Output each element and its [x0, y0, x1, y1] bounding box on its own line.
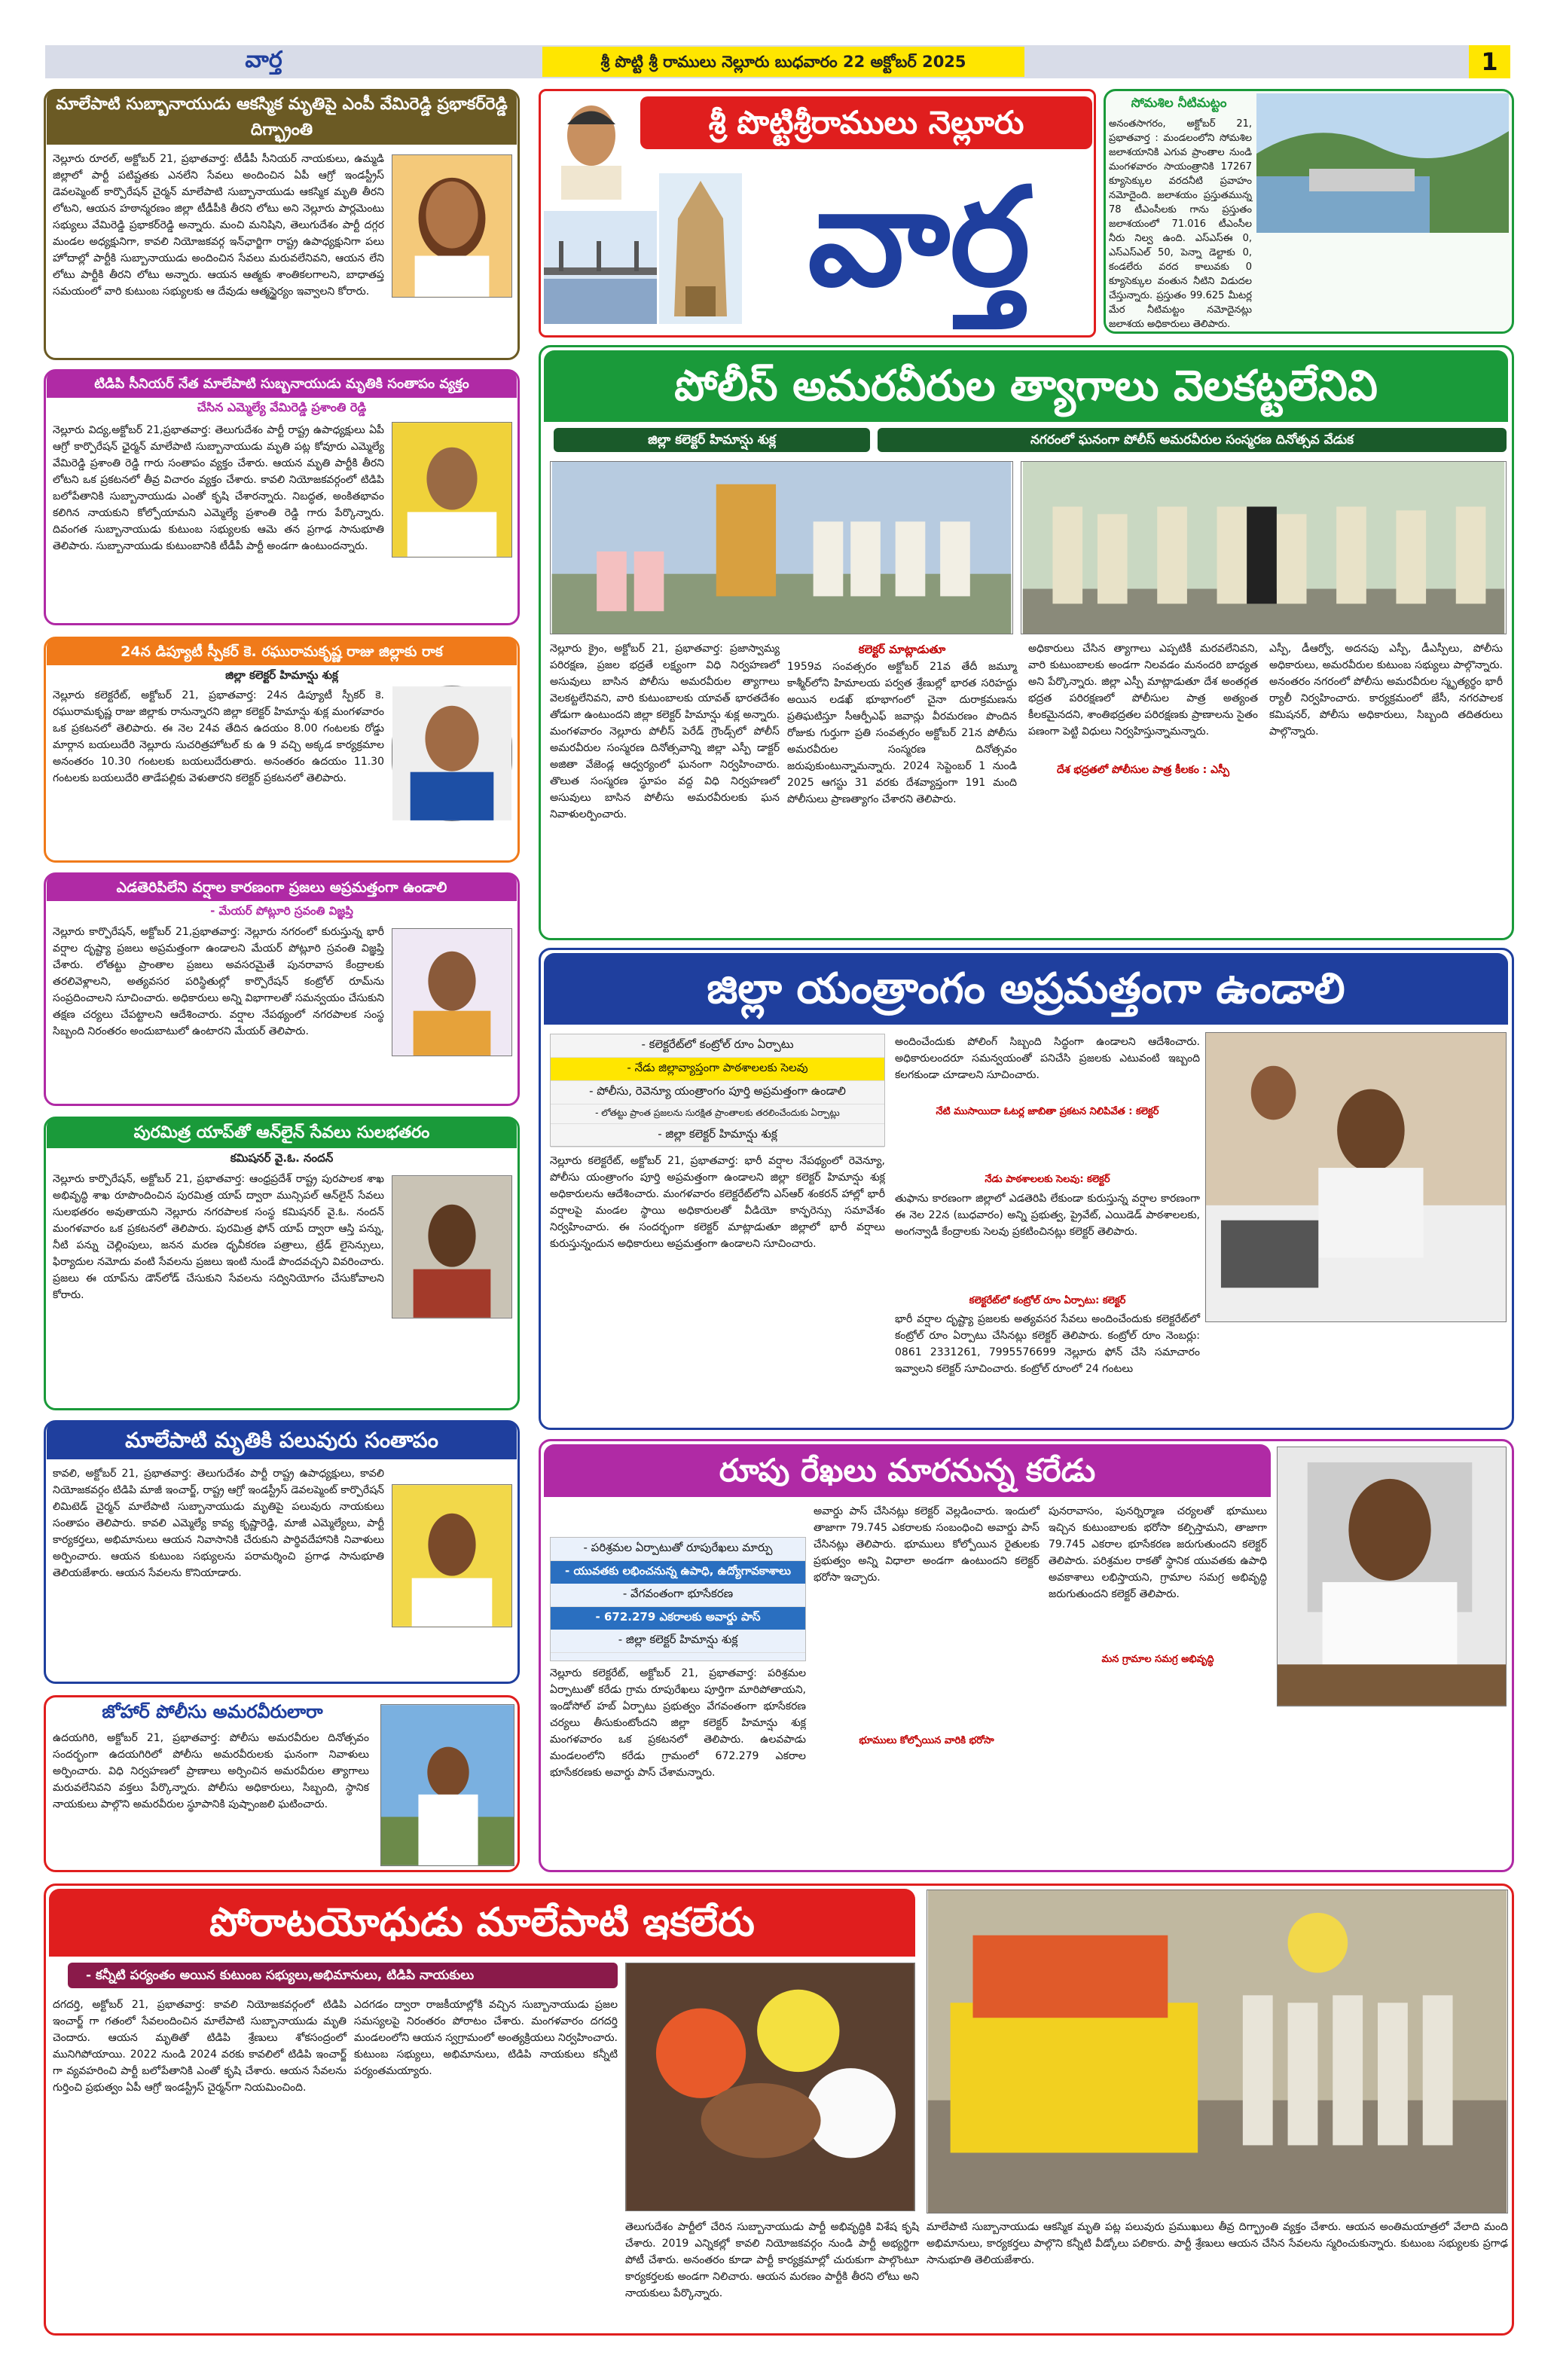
article-subhead-5: కమిషనర్ వై.ఓ. నందన్ — [230, 1151, 334, 1165]
article-subhead-2: చేసిన ఎమ్మెల్యే వేమిరెడ్డి ప్రశాంతి రెడ్డి — [197, 400, 367, 414]
yantrangam-col-2: అందించేందుకు పోలింగ్‌ సిబ్బంది సిద్ధంగా ఉండాలని ఆదేశించారు. అధికారులందరూ సమన్వయంతో పనిచేసి ప్రజలకు ఎటువంటి ఇబ్బంది కలగకుండా చూడాలని సూచించారు. — [895, 1036, 1200, 1081]
somasila-body: అనంతసాగరం, అక్టోబర్ 21, ప్రభాతవార్త : మండలంలోని సోమశిల జలాశయానికి ఎగువ ప్రాంతాల నుండి మంగళవారం సాయంత్రానికి 17267 క్యూసెక్కుల వరదనీటి ప్రవాహం నమోదైంది. జలాశయం ప్రస్తుతమున్న 78 టీఎంసీలకు గాను ప్రస్తుతం జలాశయంలో 71.016 టీఎంసీల నీరు నిల్వ ఉంది. ఎస్ఎస్ఈ 0, ఎస్ఎస్ఎల్ 50, పెన్నా డెల్టాకు 0, కండలేరు వరద కాలువకు 0 క్యూసెక్కుల వంతున నీటిని విడుదల చేస్తున్నారు. ప్రస్తుతం 99.625 మీటర్ల మేర నీటిమట్టం నమోదైనట్లు జలాశయ అధికారులు తెలిపారు. — [1109, 118, 1252, 330]
somasila-title: సోమశిల నీటిమట్టం — [1131, 96, 1227, 111]
police-subhead-right-text: నగరంలో ఘనంగా పోలీస్ అమరవీరుల సంస్మరణ దినోత్సవ వేడుక — [1030, 432, 1354, 448]
yantrangam-headline: జిల్లా యంత్రాంగం అప్రమత్తంగా ఉండాలి — [544, 953, 1508, 1025]
article-body-4: నెల్లూరు కార్పొరేషన్, అక్టోబర్ 21,ప్రభాతవార్త: నెల్లూరు నగరంలో కురుస్తున్న భారీ వర్షాల దృష్ట్యా ప్రజలు అప్రమత్తంగా ఉండాలని మేయర్ పోట్లూరి స్రవంతి విజ్ఞప్తి చేశారు. లోతట్టు ప్రాంతాల ప్రజలు అవసరమైతే పునరావాస కేంద్రాలకు తరలివెళ్లాలని, అత్యవసర పరిస్థితుల్లో కార్పొరేషన్ కంట్రోల్ రూమ్‌ను సంప్రదించాలని సూచించారు. అధికారులు అన్ని విభాగాలతో సమన్వయం చేసుకుని తక్షణ చర్యలు చేపట్టాలని ఆదేశించారు. వర్షాల నేపథ్యంలో నగరపాలక సంస్థ సిబ్బంది నిరంతరం అందుబాటులో ఉంటారని మేయర్ తెలిపారు. — [53, 926, 384, 1037]
portrait-photo-3 — [392, 686, 512, 821]
article-body-6: కావలి, అక్టోబర్ 21, ప్రభాతవార్త: తెలుగుదేశం పార్టీ రాష్ట్ర ఉపాధ్యక్షులు, కావలి నియోజకవర్గం టిడిపి మాజీ ఇంచార్జ్, రాష్ట్ర ఆగ్రో ఇండస్ట్రీస్ డెవలప్మెంట్ కార్పొరేషన్ లిమిటెడ్ చైర్మన్ మాలేపాటి సుబ్బానాయుడు మృతిపై పలువురు నాయకులు సంతాపం తెలిపారు. కావలి ఎమ్మెల్యే కావ్య కృష్ణారెడ్డి, మాజీ ఎమ్మెల్యేలు, పార్టీ కార్యకర్తలు, అభిమానులు ఆయన నివాసానికి చేరుకుని పార్థివదేహానికి నివాళులు అర్పించారు. ఆయన కుటుంబ సభ్యులను పరామర్శించి ప్రగాఢ సానుభూతి తెలియజేశారు. ఆయన సేవలను కొనియాడారు. — [53, 1468, 384, 1579]
yantrangam-col-2b: తుఫాను కారణంగా జిల్లాలో ఎడతెరిపి లేకుండా కురుస్తున్న వర్షాల కారణంగా ఈ నెల 22న (బుధవారం) అన్ని ప్రభుత్వ, ప్రైవేట్, ఎయిడెడ్ పాఠశాలలకు, అంగన్వాడీ కేంద్రాలకు సెలవు ప్రకటించినట్లు కలెక్టర్ తెలిపారు. — [895, 1193, 1200, 1238]
collector-meeting-photo — [1205, 1032, 1507, 1322]
poratayodhudu-subhead — [68, 1963, 618, 1988]
dam-photo — [1256, 93, 1509, 233]
roopurekhalu-headline: రూపు రేఖలు మారనున్న కరేడు — [544, 1444, 1271, 1497]
article-headline-2: టిడిపి సీనియర్ నేత మాలేపాటి సుబ్బనాయుడు మృతికి సంతాపం వ్యక్తం — [47, 371, 517, 398]
roopurekhalu-bullet-1: - పరిశ్రమల ఏర్పాటుతో రూపురేఖలు మార్పు — [551, 1538, 805, 1561]
page-number: 1 — [1469, 45, 1510, 78]
article-headline-4: ఎడతెరిపిలేని వర్షాల కారణంగా ప్రజలు అప్రమత్తంగా ఉండాలి — [47, 874, 517, 901]
poratayodhudu-col-1: దగదర్తి, అక్టోబర్ 21, ప్రభాతవార్త: కావలి నియోజకవర్గంలో టిడిపి ఇంచార్జ్ గా గతంలో సేవలందించిన మాలేపాటి సుబ్బానాయుడు మృతి చెందారు. ఆయన మృతితో టిడిపి శ్రేణులు శోకసంద్రంలో మునిగిపోయాయి. 2022 నుండి 2024 వరకు కావలిలో టిడిపి ఇంచార్జ్ గా వ్యవహరించి పార్టీ బలోపేతానికి ఎంతో కృషి చేశారు. ఆయన సేవలను గుర్తించి ప్రభుత్వం ఏపీ ఆగ్రో ఇండస్ట్రీస్ చైర్మన్‌గా నియమించింది. — [53, 1999, 347, 2094]
yantrangam-bullets — [550, 1034, 885, 1147]
yantrangam-head-3: కలెక్టరేట్‌లో కంట్రోల్‌ రూం ఏర్పాటు: కలెక్టర్ — [969, 1295, 1126, 1306]
portrait-photo-4 — [392, 928, 512, 1056]
roopurekhalu-bullet-5: - జిల్లా కలెక్టర్ హిమాన్షు శుక్ల — [551, 1630, 805, 1653]
article-body-3: నెల్లూరు కలెక్టరేట్, అక్టోబర్ 21, ప్రభాతవార్త: 24న డిప్యూటీ స్పీకర్ కె. రఘురామకృష్ణ రాజు జిల్లాకు రానున్నారని జిల్లా కలెక్టర్ హిమాన్షు శుక్ల మంగళవారం ఒక ప్రకటనలో తెలిపారు. ఈ నెల 24వ తేదిన ఉదయం 8.00 గంటలకు రోడ్డు మార్గాన బయలుదేరి నెల్లూరు సుచరిత్రహోటల్ కు ఉ 9 వచ్చి అక్కడ కార్యక్రమాల అనంతరం 10.30 గంటలకు బయలుదేరుతారు. అనంతరం ఉదయం 11.30 గంటలకు బయలుదేరి తాడేపల్లికు వెళుతారని కలెక్టర్ ప్రకటనలో తెలిపారు. — [53, 689, 384, 784]
yantrangam-col-1: నెల్లూరు కలెక్టరేట్, అక్టోబర్ 21, ప్రభాతవార్త: భారీ వర్షాల నేపథ్యంలో రెవెన్యూ, పోలీసు యంత్రాంగం పూర్తి అప్రమత్తంగా ఉండాలని జిల్లా కలెక్టర్ హిమాన్షు శుక్ల అధికారులను ఆదేశించారు. మంగళవారం కలెక్టరేట్‌లోని ఎస్ఆర్ శంకరన్ హాల్లో భారీ వర్షాలపై మండల స్థాయి అధికారులతో వీడియో కాన్ఫరెన్సు సమావేశం నిర్వహించారు. ఈ సందర్భంగా కలెక్టర్ మాట్లాడుతూ జిల్లాలో భారీ వర్షాలు కురుస్తున్నందున అధికారులు అప్రమత్తంగా ఉండాలని సూచించారు. — [550, 1155, 885, 1250]
police-col-3: అధికారులు చేసిన త్యాగాలు ఎప్పటికీ మరవలేనివని, వారి కుటుంబాలకు అండగా నిలవడం మనందరి బాధ్యత అని పేర్కొన్నారు. జిల్లా ఎస్పీ మాట్లాడుతూ దేశ అంతర్గత భద్రత పరిరక్షణలో పోలీసుల పాత్ర అత్యంత కీలకమైనదని, శాంతిభద్రతల పరిరక్షణకు ప్రాణాలను సైతం పణంగా పెట్టి విధులు నిర్వహిస్తున్నామన్నారు. — [1028, 643, 1258, 738]
article-headline-1: మాలేపాటి సుబ్బానాయుడు ఆకస్మిక మృతిపై ఎంపీ వేమిరెడ్డి ప్రభాకర్‌రెడ్డి దిగ్భ్రాంతి — [47, 90, 517, 145]
roopurekhalu-bullets — [550, 1537, 806, 1661]
yantrangam-bullet-4: - లోతట్టు ప్రాంత ప్రజలను సురక్షిత ప్రాంతాలకు తరలించేందుకు ఏర్పాట్లు — [551, 1104, 884, 1124]
police-subhead-left — [554, 428, 870, 452]
police-col-4: ఎస్పీ, డీఆర్వో, అదనపు ఎస్పీ, డీఎస్పీలు, పోలీసు అధికారులు, అమరవీరుల కుటుంబ సభ్యులు పాల్గొన్నారు. అనంతరం నగరంలో పోలీసు అమరవీరుల స్మృత్యర్థం భారీ ర్యాలీ నిర్వహించారు. కార్యక్రమంలో జేసీ, నగరపాలక కమిషనర్, పోలీసు అధికారులు, సిబ్బంది తదితరులు పాల్గొన్నారు. — [1269, 643, 1503, 738]
yantrangam-head-1: నేటి ముసాయిదా ఓటర్ల జాబితా ప్రకటన నిలిపివేత : కలెక్టర్ — [936, 1106, 1159, 1117]
yantrangam-col-2c: భారీ వర్షాల దృష్ట్యా ప్రజలకు అత్యవసర సేవలు అందించేందుకు కలెక్టరేట్‌లో కంట్రోల్ రూం ఏర్పాటు చేసినట్లు కలెక్టర్ తెలిపారు. కంట్రోల్ రూం నెంబర్లు: 0861 2331261, 7995576699 నెల్లూరు ఫోన్ చేసి సమాచారం ఇవ్వాలని కలెక్టర్ సూచించారు. కంట్రోల్ రూంలో 24 గంటలు — [895, 1313, 1200, 1375]
roopurekhalu-bullet-3: - వేగవంతంగా భూసేకరణ — [551, 1584, 805, 1607]
police-col-3b — [1028, 781, 1258, 934]
police-rally-photo-2 — [1021, 461, 1507, 634]
article-subhead-3: జిల్లా కలెక్టర్ హిమాన్షు శుక్ల — [225, 668, 338, 682]
police-col2-head: కలెక్టర్ మాట్లాడుతూ — [858, 643, 946, 656]
collector-portrait-photo — [1277, 1447, 1507, 1706]
yantrangam-head-2: నేడు పాఠశాలలకు సెలవు: కలెక్టర్ — [985, 1174, 1110, 1185]
article-body-1: నెల్లూరు రూరల్, అక్టోబర్ 21, ప్రభాతవార్త: టీడీపీ సీనియర్ నాయకులు, ఉమ్మడి జిల్లాలో పార్టీ పటిష్టతకు ఎనలేని సేవలు అందించిన ఏపీ ఆగ్రో ఇండస్ట్రీస్ డెవలప్మెంట్ కార్పొరేషన్ చైర్మన్ మాలేపాటి సుబ్బానాయుడు ఆకస్మిక మృతి తీరని లోటని, ఆయన హఠాన్మరణం జిల్లా టీడీపీకి తీరని లోటు అని నెల్లూరు పార్లమెంటు సభ్యులు వేమిరెడ్డి ప్రభాకర్‌రెడ్డి అన్నారు. మంచి మనిషిని, తెలుగుదేశం పార్టీ దగ్గర మండల అధ్యక్షునిగా, కావలి నియోజకవర్గ ఇన్‌ఛార్జిగా రాష్ట్ర ఉపాధ్యక్షునిగా పలు హోదాల్లో పార్టీకి సుబ్బానాయుడు అందించిన సేవలు మరువలేనివని, ఆయన లేని లోటు పార్టీకి తీరని లోటు అన్నారు. ఆయన ఆత్మకు శాంతికలగాలని, బాధాతప్త సమయంలో వారి కుటుంబ సభ్యులకు ఆ దేవుడు ఆత్మస్థైర్యం ఇవ్వాలని కోరారు. — [53, 153, 384, 298]
article-body-5: నెల్లూరు కార్పొరేషన్, అక్టోబర్ 21, ప్రభాతవార్త: ఆంధ్రప్రదేశ్ రాష్ట్ర పురపాలక శాఖ అభివృద్ధి శాఖ రూపొందించిన పురమిత్ర యాప్ ద్వారా మున్సిపల్ ఆన్‌లైన్ సేవలు సులభతరం అవుతాయని నెల్లూరు నగరపాలక సంస్థ కమిషనర్ వై.ఓ. నందన్ మంగళవారం ఒక ప్రకటనలో తెలిపారు. పురమిత్ర ఫోన్ యాప్ ద్వారా ఆస్తి పన్ను, నీటి పన్ను చెల్లింపులు, జనన మరణ ధృవీకరణ పత్రాలు, ట్రేడ్ లైసెన్సులు, ఫిర్యాదుల నమోదు వంటి సేవలను ప్రజలు ఇంటి నుండే పొందవచ్చని వివరించారు. ప్రజలు ఈ యాప్‌ను డౌన్‌లోడ్ చేసుకుని సేవలను సద్వినియోగం చేసుకోవాలని కోరారు. — [53, 1173, 384, 1301]
police-subhead-right — [878, 428, 1507, 452]
article-subhead-4: - మేయర్ పోట్లూరి స్రవంతి విజ్ఞప్తి — [210, 904, 353, 918]
roopurekhalu-col-1: నెల్లూరు కలెక్టరేట్, అక్టోబర్ 21, ప్రభాతవార్త: పరిశ్రమల ఏర్పాటుతో కరేడు గ్రామ రూపురేఖలు పూర్తిగా మారిపోతాయని, ఇండోసోల్ హబ్ ఏర్పాటు ప్రభుత్వం వేగవంతంగా భూసేకరణ చర్యలు తీసుకుంటోందని జిల్లా కలెక్టర్ హిమాన్షు శుక్ల మంగళవారం ఒక ప్రకటనలో తెలిపారు. ఉలవపాడు మండలంలోని కరేడు గ్రామంలో 672.279 ఎకరాల భూసేకరణకు అవార్డు పాస్ చేశామన్నారు. — [550, 1667, 806, 1779]
police-col-2: 1959వ సంవత్సరం అక్టోబర్ 21వ తేదీ జమ్మూ కాశ్మీర్‌లోని హిమాలయ పర్వత శ్రేణుల్లో భారత సరిహద్దు అయిన లడఖ్ భూభాగంలో చైనా దురాక్రమణను ప్రతిఘటిస్తూ సీఆర్పీఎఫ్ జవాన్లు వీరమరణం పొందిన రోజుకు గుర్తుగా ప్రతి సంవత్సరం అక్టోబర్ 21న పోలీసు అమరవీరుల సంస్మరణ దినోత్సవం జరుపుకుంటున్నామన్నారు. 2024 సెప్టెంబర్ 1 నుండి 2025 ఆగస్టు 31 వరకు దేశవ్యాప్తంగా 191 మంది పోలీసులు ప్రాణత్యాగం చేశారని తెలిపారు. — [787, 661, 1017, 805]
police-ceremony-photo-1 — [550, 461, 1013, 634]
temple-photo — [659, 173, 742, 324]
yantrangam-bullet-1: - కలెక్టరేట్‌లో కంట్రోల్ రూం ఏర్పాటు — [551, 1034, 884, 1058]
police-col-1: నెల్లూరు క్రైం, అక్టోబర్ 21, ప్రభాతవార్త: ప్రజాస్వామ్య పరిరక్షణ, ప్రజల భద్రతే లక్ష్యంగా విధి నిర్వహణలో అసువులు బాసిన పోలీసు అమరవీరుల త్యాగాలు వెలకట్టలేనివని, వారి కుటుంబాలకు యావత్ భారతదేశం తోడుగా ఉంటుందని జిల్లా కలెక్టర్ హిమాన్షు శుక్ల అన్నారు. మంగళవారం నెల్లూరు పోలీస్ పెరేడ్ గ్రౌండ్స్‌లో పోలీస్ అమరవీరుల సంస్మరణ దినోత్సవాన్ని జిల్లా ఎస్పీ డాక్టర్ అజితా వేజెండ్ల ఆధ్వర్యంలో ఘనంగా నిర్వహించారు. తొలుత సంస్మరణ స్థూపం వద్ద విధి నిర్వహణలో అసువులు బాసిన పోలీసు అమరవీరులకు ఘన నివాళులర్పించారు. — [550, 643, 780, 820]
roopurekhalu-col3-head: మన గ్రామాల సమగ్ర అభివృద్ధి — [1101, 1654, 1214, 1665]
funeral-procession-photo — [927, 1890, 1508, 2213]
roopurekhalu-col-2b — [814, 1751, 1040, 1867]
police-headline: పోలీస్ అమరవీరుల త్యాగాలు వెలకట్టలేనివి — [544, 350, 1508, 422]
article-headline-5: పురమిత్ర యాప్‌తో ఆన్‌లైన్ సేవలు సులభతరం — [47, 1118, 517, 1148]
roopurekhalu-col2-head: భూములు కోల్పోయిన వారికి భరోసా — [859, 1735, 994, 1746]
rally-photo-7 — [380, 1704, 514, 1866]
article-body-7: ఉదయగిరి, అక్టోబర్ 21, ప్రభాతవార్త: పోలీసు అమరవీరుల దినోత్సవం సందర్భంగా ఉదయగిరిలో పోలీసు అమరవీరులకు ఘనంగా నివాళులు అర్పించారు. విధి నిర్వహణలో ప్రాణాలు అర్పించిన అమరవీరుల త్యాగాలు మరువలేనివని వక్తలు పేర్కొన్నారు. పోలీసు అధికారులు, సిబ్బంది, స్థానిక నాయకులు పాల్గొని అమరవీరుల స్థూపానికి పుష్పాంజలి ఘటించారు. — [53, 1732, 369, 1810]
police-subhead-left-text: జిల్లా కలెక్టర్ హిమాన్షు శుక్ల — [648, 432, 776, 448]
article-headline-3: 24న డిప్యూటీ స్పీకర్ కె. రఘురామకృష్ణ రాజు జిల్లాకు రాక — [47, 638, 517, 665]
poratayodhudu-col-2: ఎదగడం ద్వారా రాజకీయాల్లోకి వచ్చిన సుబ్బానాయుడు ప్రజల సమస్యలపై నిరంతరం పోరాటం చేశారు. మంగళవారం దగదర్తి మండలంలోని ఆయన స్వగ్రామంలో అంత్యక్రియలు నిర్వహించారు. కుటుంబ సభ్యులు, అభిమానులు, టిడిపి నాయకులు కన్నీటి పర్యంతమయ్యారు. — [354, 1999, 618, 2077]
district-banner: శ్రీ పొట్టిశ్రీరాములు నెల్లూరు — [640, 96, 1092, 149]
portrait-photo-1 — [392, 154, 512, 298]
police-col3-head: దేశ భద్రతలో పోలీసుల పాత్ర కీలకం : ఎస్పీ — [1056, 764, 1230, 776]
yantrangam-col-3 — [1205, 1326, 1507, 1424]
article-body-2: నెల్లూరు విద్య,అక్టోబర్ 21,ప్రభాతవార్త: తెలుగుదేశం పార్టీ రాష్ట్ర ఉపాధ్యక్షులు ఏపీ ఆగ్రో కార్పొరేషన్ ఛైర్మన్ మాలేపాటి సుబ్బానాయుడు మృతి పట్ల కోవూరు ఎమ్మెల్యే వేమిరెడ్డి ప్రశాంతి రెడ్డి గారు సంతాపం వ్యక్తం చేశారు. ఆయన మృతి పార్టీకి తీరని లోటని ఒక ప్రకటనలో తీవ్ర విచారం వ్యక్తం చేశారు. కావలి నియోజకవర్గంలో టిడిపి బలోపేతానికి సుబ్బానాయుడు ఎంతో కృషి చేశారన్నారు. నిబద్ధత, అంకితభావం కలిగిన నాయకుని కోల్పోయామని ఎమ్మెల్యే ప్రశాంతి రెడ్డి గారు పేర్కొన్నారు. దివంగత సుబ్బానాయుడు కుటుంబ సభ్యులకు ఆమె తన ప్రగాఢ సానుభూతి తెలిపారు. సుబ్బానాయుడు కుటుంబానికి టీడీపీ పార్టీ అండగా ఉంటుందన్నారు. — [53, 424, 384, 552]
portrait-photo-2 — [392, 422, 512, 558]
poratayodhudu-headline: పోరాటయోధుడు మాలేపాటి ఇకలేరు — [49, 1889, 915, 1957]
portrait-photo-5 — [392, 1175, 512, 1318]
potti-sriramulu-portrait — [546, 94, 637, 200]
roopurekhalu-col-2: అవార్డు పాస్ చేసినట్లు కలెక్టర్ వెల్లడించారు. ఇందులో తాజాగా 79.745 ఎకరాలకు సంబంధించి అవార్డు పాస్ చేసినట్లు తెలిపారు. భూములు కోల్పోయిన రైతులకు ప్రభుత్వం అన్ని విధాలా అండగా ఉంటుందని కలెక్టర్ భరోసా ఇచ్చారు. — [814, 1505, 1040, 1584]
funeral-flowers-photo — [625, 1963, 915, 2211]
yantrangam-bullet-2: - నేడు జిల్లావ్యాప్తంగా పాఠశాలలకు సెలవు — [551, 1058, 884, 1081]
roopurekhalu-bullet-4: - 672.279 ఎకరాలకు అవార్డు పాస్ — [551, 1607, 805, 1630]
portrait-photo-6 — [392, 1484, 512, 1627]
article-headline-6: మాలేపాటి మృతికి పలువురు సంతాపం — [47, 1422, 517, 1459]
roopurekhalu-bullet-2: - యువతకు లభించనున్న ఉపాధి, ఉద్యోగావకాశాలు — [551, 1561, 805, 1584]
yantrangam-bullet-5: - జిల్లా కలెక్టర్ హిమాన్షు శుక్ల — [551, 1124, 884, 1147]
poratayodhudu-col-4: మాలేపాటి సుబ్బానాయుడు ఆకస్మిక మృతి పట్ల పలువురు ప్రముఖులు తీవ్ర దిగ్భ్రాంతి వ్యక్తం చేశారు. ఆయన అంతిమయాత్రలో వేలాది మంది అభిమానులు, కార్యకర్తలు పాల్గొని కన్నీటి వీడ్కోలు పలికారు. పార్టీ శ్రేణులు ఆయన చేసిన సేవలను స్మరించుకున్నారు. కుటుంబ సభ్యులకు ప్రగాఢ సానుభూతి తెలియజేశారు. — [927, 2221, 1508, 2266]
edition-line: శ్రీ పొట్టి శ్రీ రాములు నెల్లూరు బుధవారం 22 అక్టోబర్ 2025 — [542, 47, 1024, 77]
bridge-photo — [544, 211, 657, 324]
yantrangam-bullet-3: - పోలీసు, రెవెన్యూ యంత్రాంగం పూర్తి అప్రమత్తంగా ఉండాలి — [551, 1081, 884, 1104]
masthead-logo: వార్త — [808, 157, 1030, 316]
roopurekhalu-col-3: పునరావాసం, పునర్నిర్మాణ చర్యలతో భూములు ఇచ్చిన కుటుంబాలకు భరోసా కల్పిస్తామని, తాజాగా 79.745 ఎకరాల భూసేకరణ జరుగుతుందని కలెక్టర్ తెలిపారు. పరిశ్రమల రాకతో స్థానిక యువతకు ఉపాధి అవకాశాలు లభిస్తాయని, గ్రామాల సమగ్ర అభివృద్ధి జరుగుతుందని కలెక్టర్ తెలిపారు. — [1049, 1505, 1267, 1600]
poratayodhudu-subhead-text: - కన్నీటి పర్యంతం అయిన కుటుంబ సభ్యులు,అభిమానులు, టిడిపి నాయకులు — [86, 1968, 475, 1983]
poratayodhudu-col-3: తెలుగుదేశం పార్టీలో చేరిన సుబ్బానాయుడు పార్టీ అభివృద్ధికి విశేష కృషి చేశారు. 2019 ఎన్నికల్లో కావలి నియోజకవర్గం నుండి పార్టీ అభ్యర్థిగా పోటీ చేశారు. అనంతరం కూడా పార్టీ కార్యక్రమాల్లో చురుకుగా పాల్గొంటూ కార్యకర్తలకు అండగా నిలిచారు. ఆయన మరణం పార్టీకి తీరని లోటు అని నాయకులు పేర్కొన్నారు. — [625, 2221, 919, 2299]
article-headline-7: జోహార్ పోలీసు అమరవీరులారా — [102, 1701, 323, 1722]
header-logo-small: వార్త — [245, 47, 282, 73]
